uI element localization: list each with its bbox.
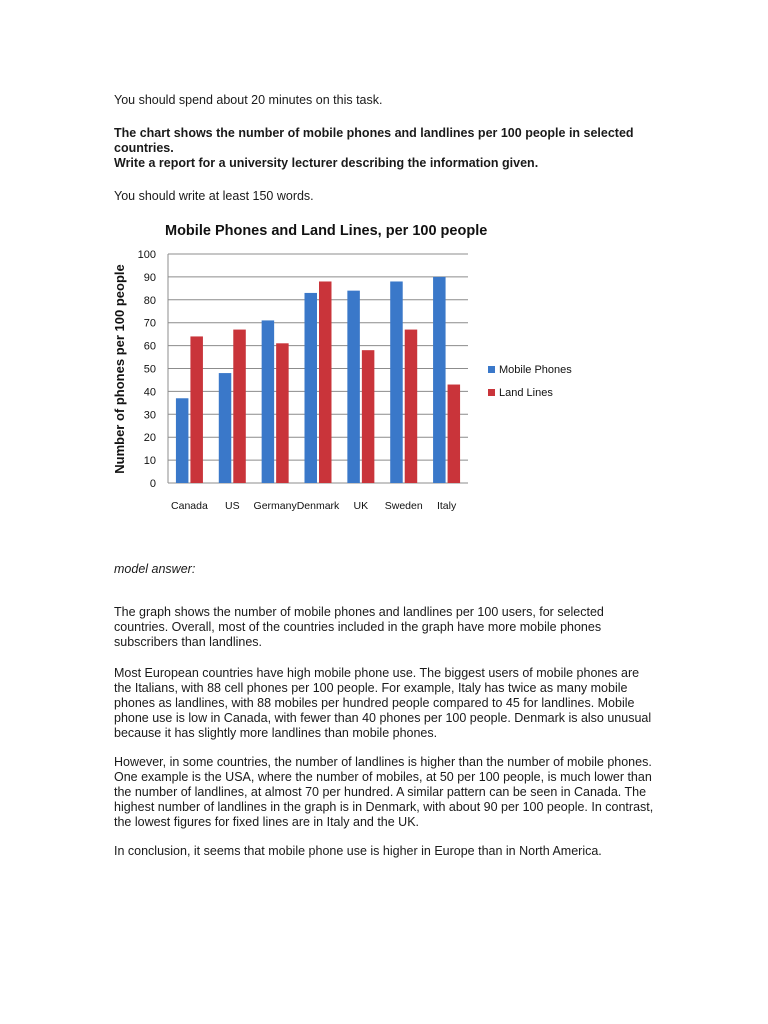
x-tick-label: Sweden: [384, 500, 423, 512]
prompt-line-1: The chart shows the number of mobile phones and landlines per 100 people in selected countries.: [114, 126, 634, 155]
answer-paragraph-2: Most European countries have high mobile phone use. The biggest users of mobile phones are the Italians, with 88 cell phones per 100 people. For example, Italy has twice as many mobile phones as landlines, with 88 mobiles per hundred people compared to 45 for landlines. Mobile phone use is low in Canada, with fewer than 40 phones per 100 people. Denmark is also unusual because it has slightly more landlines than mobile phones.: [114, 666, 652, 740]
legend-label: Land Lines: [499, 387, 553, 399]
bar-land-lines: [190, 336, 203, 483]
bar-mobile-phones: [347, 291, 360, 483]
legend-swatch: [488, 366, 495, 373]
x-tick-label: Germany: [253, 500, 297, 512]
y-tick-label: 10: [143, 455, 156, 468]
bar-land-lines: [233, 330, 246, 483]
legend-label: Mobile Phones: [499, 364, 572, 376]
y-tick-label: 20: [143, 432, 156, 445]
bar-mobile-phones: [390, 281, 403, 483]
bar-mobile-phones: [219, 373, 232, 483]
y-tick-label: 0: [149, 478, 156, 490]
y-tick-label: 30: [143, 409, 156, 422]
bar-chart: [108, 214, 598, 519]
bar-mobile-phones: [433, 277, 446, 483]
bar-land-lines: [362, 350, 375, 483]
y-tick-label: 70: [143, 317, 156, 330]
x-tick-label: Denmark: [296, 500, 340, 512]
task-prompt: [114, 126, 644, 171]
chart-title: Mobile Phones and Land Lines, per 100 people: [165, 223, 488, 239]
bar-mobile-phones: [262, 320, 275, 483]
time-instruction: You should spend about 20 minutes on this task.: [114, 93, 383, 107]
y-tick-label: 90: [143, 271, 156, 284]
word-count-instruction: You should write at least 150 words.: [114, 189, 314, 203]
y-tick-label: 100: [137, 249, 156, 261]
y-tick-label: 60: [143, 340, 156, 353]
bar-land-lines: [405, 330, 418, 483]
y-tick-label: 80: [143, 294, 156, 307]
answer-paragraph-3: However, in some countries, the number of landlines is higher than the number of mobile phones. One example is the USA, where the number of mobiles, at 50 per 100 people, is much lower than the number of landlines, at almost 70 per hundred. A similar pattern can be seen in Canada. The highest number of landlines in the graph is in Denmark, with about 90 per 100 people. In contrast, the lowest figures for fixed lines are in Italy and the UK.: [114, 755, 654, 829]
answer-paragraph-1: The graph shows the number of mobile phones and landlines per 100 users, for selected countries. Overall, most of the countries included in the graph have more mobile phones subscribers than landlines.: [114, 605, 604, 649]
prompt-line-2: Write a report for a university lecturer describing the information given.: [114, 156, 539, 170]
bar-mobile-phones: [305, 293, 318, 483]
bar-land-lines: [276, 343, 289, 483]
bar-land-lines: [319, 281, 332, 483]
x-tick-label: Canada: [171, 500, 208, 512]
model-answer-label: model answer:: [114, 562, 196, 576]
x-tick-label: UK: [353, 500, 369, 512]
bar-mobile-phones: [176, 398, 189, 483]
bar-land-lines: [448, 385, 461, 483]
x-tick-label: Italy: [436, 500, 457, 512]
y-axis-label: Number of phones per 100 people: [112, 264, 127, 474]
answer-paragraph-4: In conclusion, it seems that mobile phone use is higher in Europe than in North America.: [114, 844, 602, 858]
x-tick-label: US: [224, 500, 240, 512]
y-tick-label: 50: [143, 363, 156, 376]
legend-swatch: [488, 389, 495, 396]
y-tick-label: 40: [143, 386, 156, 399]
